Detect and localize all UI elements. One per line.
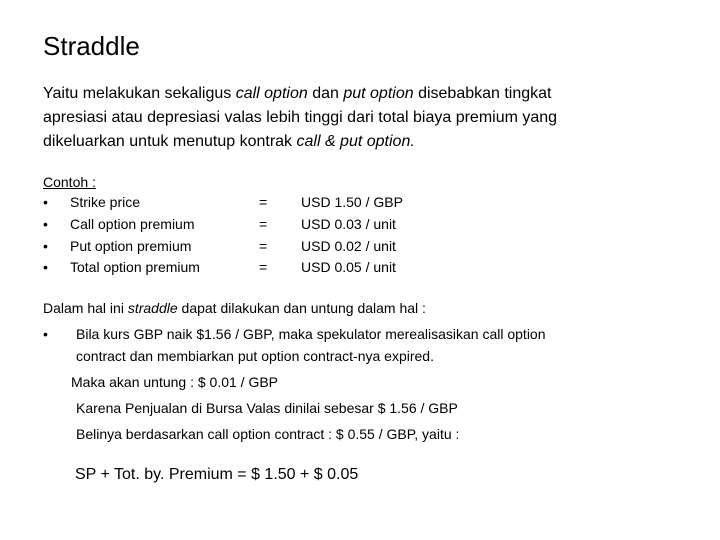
example-row-value: USD 1.50 / GBP [301,194,403,210]
purchase-line: Belinya berdasarkan call option contract : $ 0.55 / GBP, yaitu : [76,426,460,442]
example-row-equals: = [259,194,268,210]
example-row-equals: = [259,238,268,254]
example-row-name: Call option premium [70,216,195,232]
condition-line-2: contract dan membiarkan put option contract-nya expired. [76,348,434,364]
bullet-icon: • [43,194,48,210]
intro-call-option-term: call option [235,85,308,102]
lead-text-a: Dalam hal ini [43,300,128,316]
bullet-icon: • [43,216,48,232]
intro-paragraph [43,82,683,154]
intro-line-3-text-a: dikeluarkan untuk menutup kontrak [43,133,297,150]
explanation-lead [43,297,426,319]
intro-line-1 [43,82,683,106]
intro-line-3 [43,130,683,154]
profit-line: Maka akan untung : $ 0.01 / GBP [71,374,279,390]
intro-call-put-term: call & put option. [296,133,415,150]
example-row-value: USD 0.05 / unit [301,259,396,275]
bullet-icon: • [43,238,48,254]
example-row-value: USD 0.03 / unit [301,216,396,232]
sale-line: Karena Penjualan di Bursa Valas dinilai sebesar $ 1.56 / GBP [76,400,458,416]
intro-line-1-text-c: disebabkan tingkat [413,85,552,102]
intro-line-2: apresiasi atau depresiasi valas lebih tinggi dari total biaya premium yang [43,109,558,126]
bullet-icon: • [43,326,48,342]
condition-line-1: Bila kurs GBP naik $1.56 / GBP, maka spekulator merealisasikan call option [76,326,546,342]
bullet-icon: • [43,259,48,275]
slide-title: Straddle [43,31,140,61]
example-label: Contoh : [43,174,96,190]
example-row-name: Total option premium [70,259,200,275]
example-row-value: USD 0.02 / unit [301,238,396,254]
example-row-name: Put option premium [70,238,192,254]
lead-text-b: dapat dilakukan dan untung dalam hal : [177,300,426,316]
example-row-equals: = [259,259,268,275]
straddle-term: straddle [127,300,178,316]
formula-line: SP + Tot. by. Premium = $ 1.50 + $ 0.05 [75,466,359,483]
intro-line-1-text-b: dan [307,85,344,102]
example-row-name: Strike price [70,194,141,210]
example-row-equals: = [259,216,268,232]
intro-put-option-term: put option [343,85,414,102]
intro-line-1-text-a: Yaitu melakukan sekaligus [43,85,236,102]
